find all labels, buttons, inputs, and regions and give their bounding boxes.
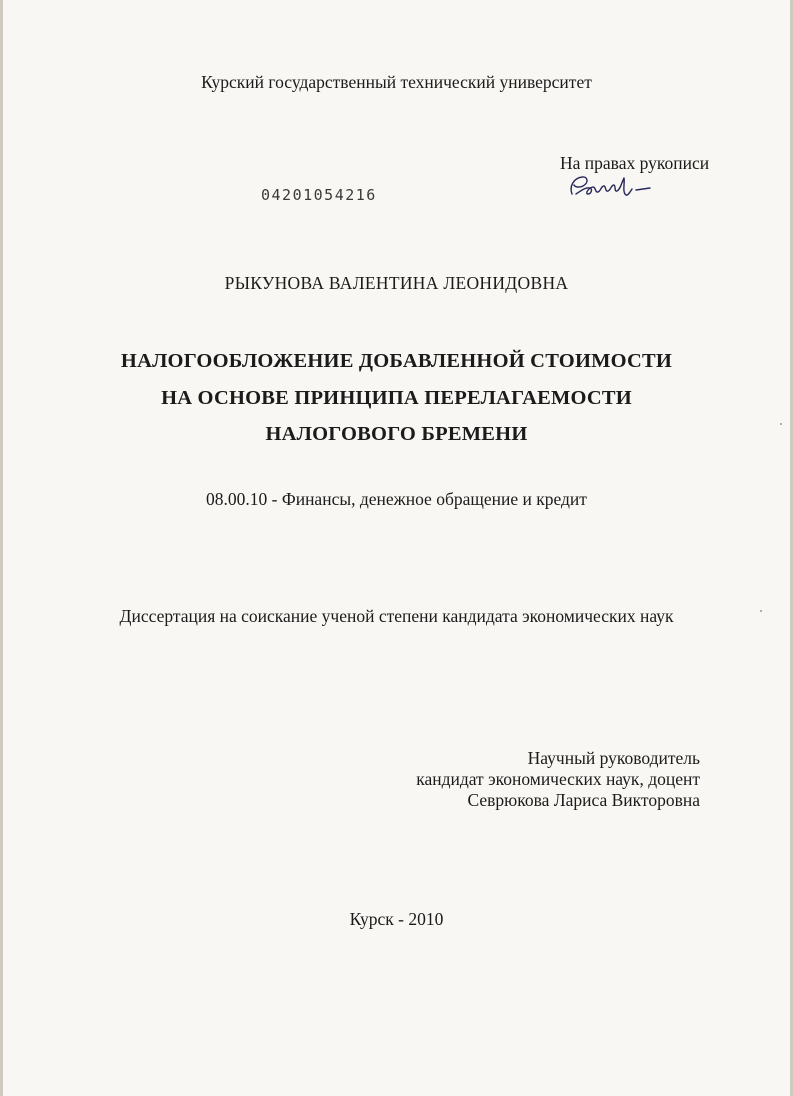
thesis-title-line-2: НА ОСНОВЕ ПРИНЦИПА ПЕРЕЛАГАЕМОСТИ	[161, 387, 632, 409]
scan-edge-left	[0, 0, 3, 1096]
supervisor-block	[416, 748, 700, 811]
place-and-year: Курск - 2010	[349, 909, 444, 929]
degree-statement: Диссертация на соискание ученой степени кандидата экономических наук	[119, 606, 674, 626]
supervisor-name: Севрюкова Лариса Викторовна	[467, 790, 700, 810]
author-name: РЫКУНОВА ВАЛЕНТИНА ЛЕОНИДОВНА	[224, 273, 569, 293]
scan-speck	[780, 423, 782, 425]
university-name: Курский государственный технический университет	[201, 72, 592, 92]
manuscript-note: На правах рукописи	[560, 153, 710, 173]
supervisor-role: Научный руководитель	[527, 748, 700, 768]
handwritten-signature	[566, 168, 656, 202]
thesis-title-line-3: НАЛОГОВОГО БРЕМЕНИ	[265, 423, 528, 445]
thesis-title-line-1: НАЛОГООБЛОЖЕНИЕ ДОБАВЛЕННОЙ СТОИМОСТИ	[120, 350, 673, 372]
inventory-number: 04201054216	[261, 186, 377, 204]
specialty-code: 08.00.10 - Финансы, денежное обращение и кредит	[206, 489, 587, 509]
supervisor-credentials: кандидат экономических наук, доцент	[416, 769, 700, 789]
scan-speck	[760, 610, 762, 612]
